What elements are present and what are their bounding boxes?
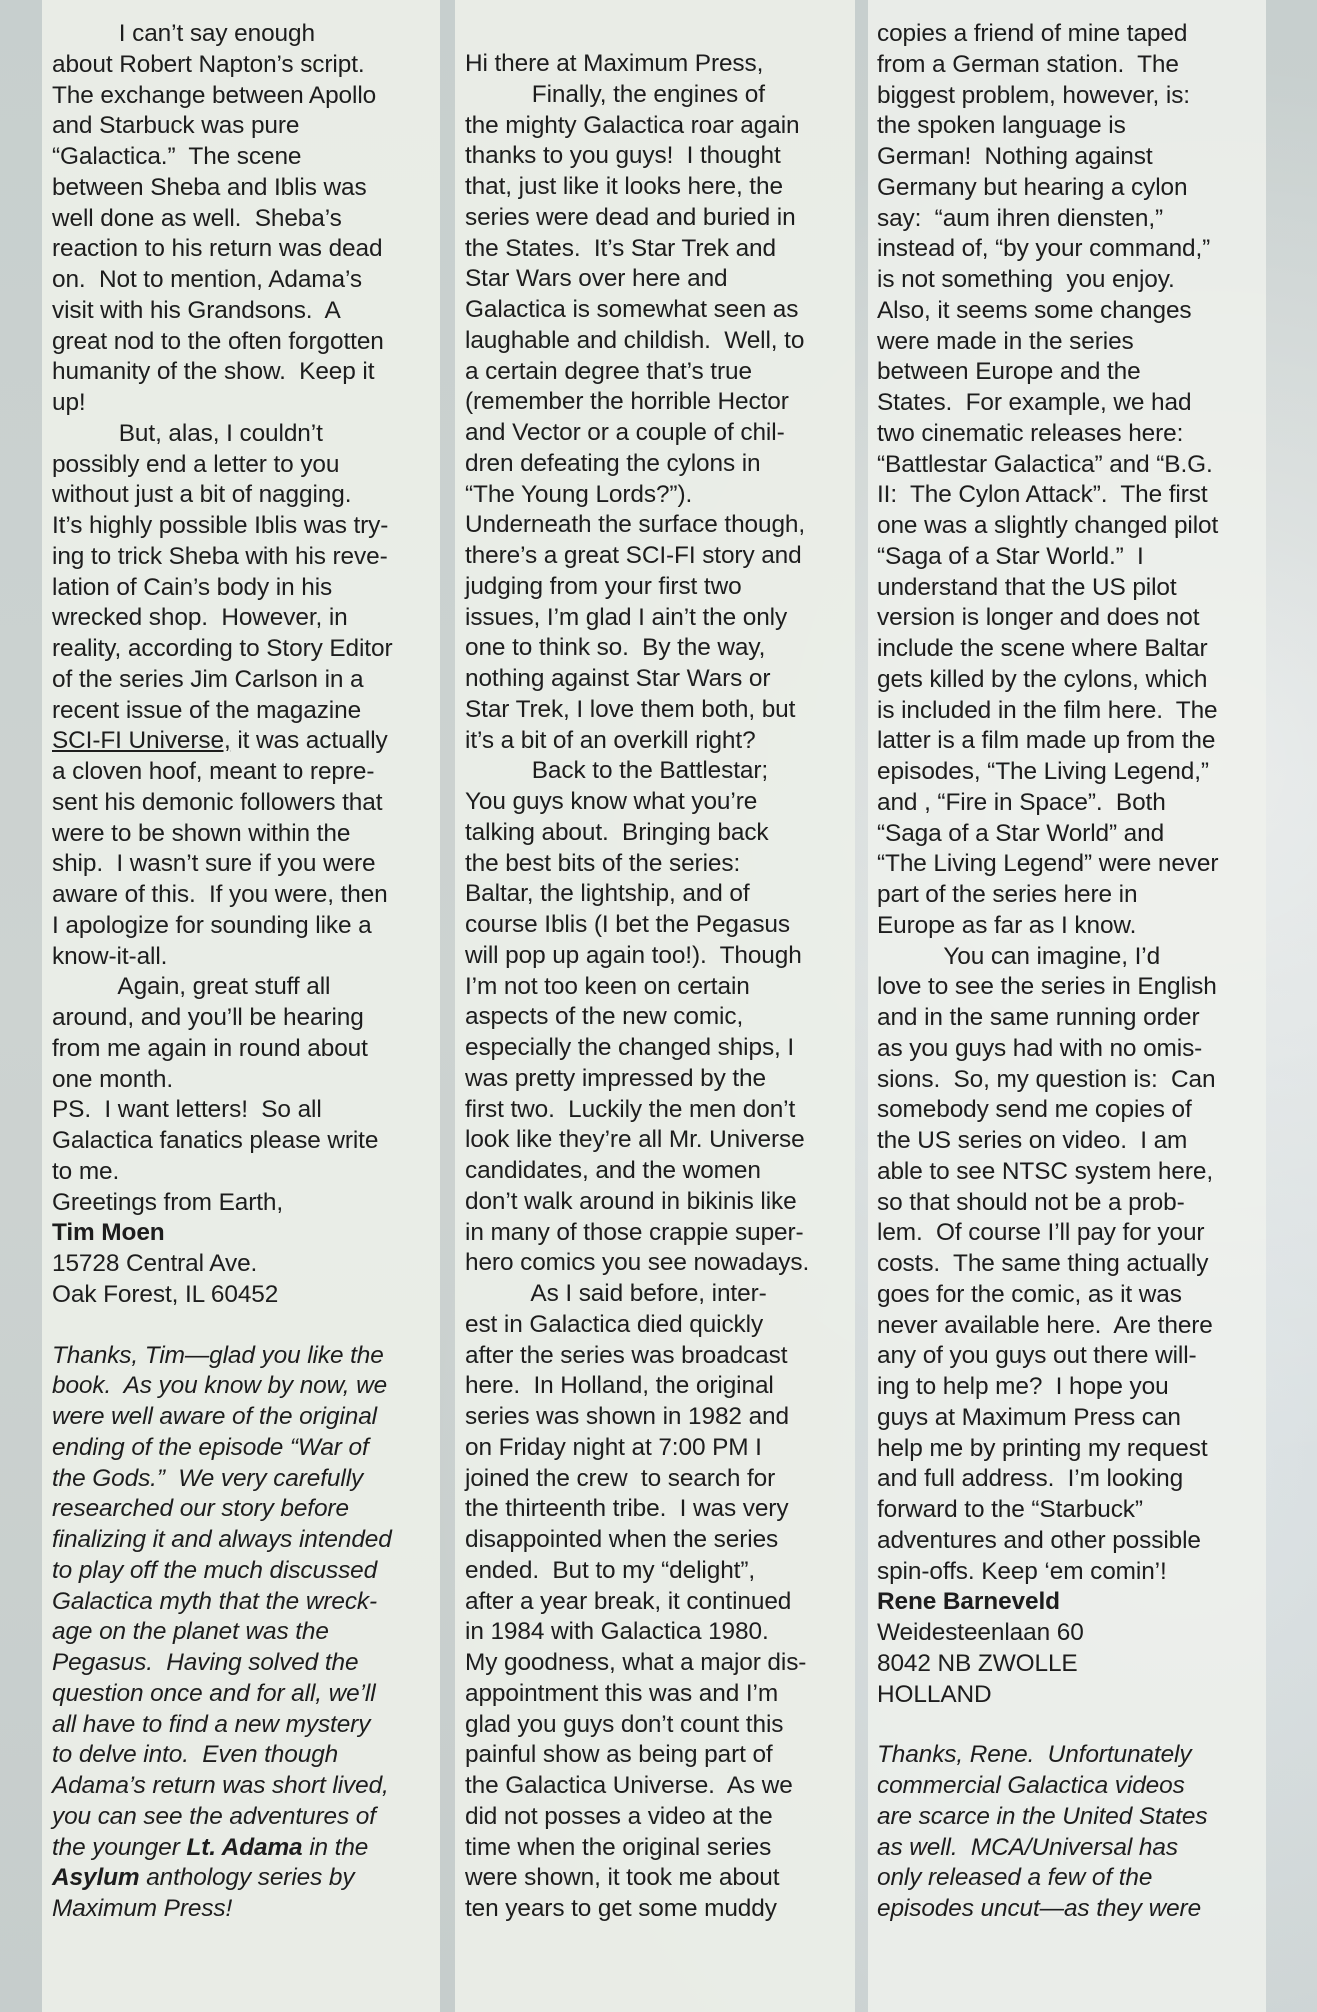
editor-reply-line: are scarce in the United States [877,1802,1208,1830]
text-line: from a German station. The [877,50,1179,78]
text-line: did not posses a video at the [465,1802,773,1830]
text-line: include the scene where Baltar [877,635,1208,662]
text-line: Star Wars over here and [465,265,728,293]
text-line: My goodness, what a major dis- [465,1649,807,1676]
text-line: You guys know what you’re [465,788,758,815]
text-line: ended. But to my “delight”, [465,1556,756,1584]
text-fragment: it was actually [230,727,388,755]
text-line: lation of Cain’s body in his [52,573,333,601]
editor-reply-line: question once and for all, we’ll [52,1679,376,1707]
text-line: and , “Fire in Space”. Both [877,788,1166,816]
text-line: love to see the series in English [877,973,1217,1001]
text-line: goes for the comic, as it was [877,1280,1182,1308]
text-line: without just a bit of nagging. [52,481,352,509]
text-line: here. In Holland, the original [465,1372,774,1400]
text-line: humanity of the show. Keep it [52,358,375,386]
text-line: guys at Maximum Press can [877,1403,1181,1431]
text-line: I’m not too keen on certain [465,972,750,1000]
text-line: never available here. Are there [877,1311,1213,1339]
text-line: wrecked shop. However, in [52,604,348,632]
text-line: the mighty Galactica roar again [465,111,800,139]
emphasized-title: Asylum [52,1864,140,1892]
text-line: will pop up again too!). Though [465,941,802,969]
text-line: But, alas, I couldn’t [52,419,323,447]
text-line: episodes, “The Living Legend,” [877,758,1209,785]
text-line: able to see NTSC system here, [877,1157,1213,1185]
text-line: spin-offs. Keep ‘em comin’! [877,1557,1167,1585]
text-line: after the series was broadcast [465,1341,788,1369]
paragraph-gap [52,1311,392,1341]
column-2-text [465,19,809,1925]
text-line: Hi there at Maximum Press, [465,50,764,77]
text-line: latter is a film made up from the [877,727,1216,755]
text-line: glad you guys don’t count this [465,1710,784,1738]
text-line: was pretty impressed by the [465,1064,766,1092]
text-line: “Battlestar Galactica” and “B.G. [877,450,1213,478]
text-line: (remember the horrible Hector [465,388,789,416]
text-line: States. For example, we had [877,389,1192,416]
editor-reply-line: ending of the episode “War of [52,1433,369,1461]
editor-reply-line [52,1863,392,1894]
editor-reply-line: you can see the adventures of [52,1802,376,1830]
text-line: so that should not be a prob- [877,1188,1185,1216]
text-line: the spoken language is [877,112,1126,140]
text-line: it’s a bit of an overkill right? [465,726,756,754]
text-line: est in Galactica died quickly [465,1310,764,1338]
text-line: laughable and childish. Well, to [465,326,805,354]
text-line: Star Trek, I love them both, but [465,695,796,723]
editor-reply-line: Galactica myth that the wreck- [52,1587,378,1615]
text-line: painful show as being part of [465,1741,773,1769]
text-line: great nod to the often forgotten [52,327,384,355]
text-line: course Iblis (I bet the Pegasus [465,911,790,938]
text-line: costs. The same thing actually [877,1250,1209,1277]
editor-reply-line: the Gods.” We very carefully [52,1464,364,1492]
text-line: joined the crew to search for [465,1464,776,1492]
editor-reply-line [52,1833,392,1864]
text-line: lem. Of course I’ll pay for your [877,1219,1205,1247]
text-line: were to be shown within the [52,819,351,847]
text-line: around, and you’ll be hearing [52,1004,364,1031]
magazine-title: SCI-FI Universe, [52,727,231,755]
editor-reply-line: episodes uncut—as they were [877,1895,1202,1922]
text-line: up! [52,389,86,416]
text-line: version is longer and does not [877,604,1200,632]
text-line: the US series on video. I am [877,1127,1188,1154]
text-line: Greetings from Earth, [52,1188,284,1216]
text-line: one was a slightly changed pilot [877,512,1219,539]
text-line: Oak Forest, IL 60452 [52,1280,279,1308]
text-line: forward to the “Starbuck” [877,1496,1143,1523]
text-line: series was shown in 1982 and [465,1403,789,1430]
text-line: II: The Cylon Attack”. The first [877,481,1208,509]
text-line: Galactica fanatics please write [52,1127,379,1154]
text-line: As I said before, inter- [465,1280,767,1307]
editor-reply-line: to delve into. Even though [52,1741,339,1769]
text-fragment: in the [302,1833,369,1861]
text-line: HOLLAND [877,1680,992,1708]
text-line: Galactica is somewhat seen as [465,296,799,323]
text-line: help me by printing my request [877,1434,1208,1462]
editor-reply-line: only released a few of the [877,1864,1153,1892]
text-line: talking about. Bringing back [465,818,769,846]
text-line: well done as well. Sheba’s [52,204,342,232]
text-line: the thirteenth tribe. I was very [465,1495,789,1523]
editor-reply-line: Maximum Press! [52,1895,233,1922]
text-line: Weidesteenlaan 60 [877,1619,1084,1646]
text-line: ing to help me? I hope you [877,1373,1169,1400]
text-line: “The Young Lords?”). [465,480,693,508]
text-line: It’s highly possible Iblis was try- [52,512,389,539]
text-line [52,726,392,757]
text-line: on Friday night at 7:00 PM I [465,1433,762,1461]
text-fragment: the younger [52,1833,187,1861]
text-line: between Sheba and Iblis was [52,173,367,201]
text-line: is not something you enjoy. [877,266,1175,293]
editor-reply-line: as well. MCA/Universal has [877,1833,1178,1861]
text-line: issues, I’m glad I ain’t the only [465,603,788,631]
text-line: possibly end a letter to you [52,450,340,478]
text-line: I can’t say enough [52,20,315,47]
text-line: look like they’re all Mr. Universe [465,1126,805,1154]
text-line: ten years to get some muddy [465,1895,777,1922]
text-line: the best bits of the series: [465,849,741,877]
text-line: first two. Luckily the men don’t [465,1095,796,1123]
text-line: Europe as far as I know. [877,911,1137,939]
text-line: any of you guys out there will- [877,1342,1197,1370]
text-line: that, just like it looks here, the [465,173,783,200]
text-line: Also, it seems some changes [877,296,1192,324]
text-line: between Europe and the [877,358,1141,386]
text-line: one month. [52,1065,174,1093]
text-line: recent issue of the magazine [52,696,362,724]
text-line: and Starbuck was pure [52,112,300,140]
text-line: is included in the film here. The [877,696,1218,724]
text-line: a certain degree that’s true [465,357,752,385]
text-line: two cinematic releases here: [877,419,1184,447]
editor-reply-line: finalizing it and always intended [52,1526,392,1553]
editor-reply-line: researched our story before [52,1495,349,1523]
editor-reply-line: Adama’s return was short lived, [52,1772,389,1799]
text-line: on. Not to mention, Adama’s [52,266,362,293]
text-line: the Galactica Universe. As we [465,1772,793,1799]
editor-reply-line: Thanks, Rene. Unfortunately [877,1741,1192,1769]
text-line: “Galactica.” The scene [52,143,302,170]
text-line: “The Living Legend” were never [877,850,1219,878]
text-line: disappointed when the series [465,1526,779,1553]
text-line: especially the changed ships, I [465,1034,795,1061]
text-line: PS. I want letters! So all [52,1096,322,1124]
text-line: and full address. I’m looking [877,1465,1184,1493]
editor-reply-line: age on the planet was the [52,1618,329,1646]
text-line: thanks to you guys! I thought [465,142,781,170]
text-line: and Vector or a couple of chil- [465,419,785,446]
letter-signature: Tim Moen [52,1219,165,1247]
text-line: judging from your first two [465,572,742,600]
text-line: from me again in round about [52,1034,368,1062]
text-line: Baltar, the lightship, and of [465,880,750,908]
emphasized-title: Lt. Adama [186,1833,303,1861]
text-line: sent his demonic followers that [52,788,383,816]
text-line: were made in the series [877,327,1134,355]
text-line: about Robert Napton’s script. [52,50,365,78]
text-line: You can imagine, I’d [877,942,1161,970]
text-line: don’t walk around in bikinis like [465,1187,797,1215]
text-line: part of the series here in [877,881,1138,908]
paragraph-gap [877,1710,1218,1740]
column-1-text [52,19,392,1925]
editor-reply-line: all have to find a new mystery [52,1710,371,1738]
editor-reply-line: commercial Galactica videos [877,1772,1185,1799]
text-line: time when the original series [465,1833,772,1861]
text-line: and in the same running order [877,1004,1200,1031]
text-line: “Saga of a Star World.” I [877,542,1144,570]
text-line: hero comics you see nowadays. [465,1249,810,1277]
text-line: in many of those crappie super- [465,1218,804,1246]
text-line: in 1984 with Galactica 1980. [465,1618,769,1646]
text-line: series were dead and buried in [465,203,796,231]
text-line: the States. It’s Star Trek and [465,234,776,262]
text-line: dren defeating the cylons in [465,449,761,477]
text-line: reaction to his return was dead [52,235,383,263]
text-line: candidates, and the women [465,1157,761,1184]
text-line: copies a friend of mine taped [877,20,1188,47]
text-line: visit with his Grandsons. A [52,296,341,324]
paragraph-gap [465,19,809,49]
text-line: to me. [52,1157,120,1185]
text-line: sions. So, my question is: Can [877,1065,1216,1093]
text-line: understand that the US pilot [877,573,1177,601]
text-line: of the series Jim Carlson in a [52,665,364,693]
text-line: aspects of the new comic, [465,1003,744,1031]
text-line: 8042 NB ZWOLLE [877,1649,1078,1677]
text-line: biggest problem, however, is: [877,81,1190,109]
text-line: there’s a great SCI-FI story and [465,542,802,569]
text-line: instead of, “by your command,” [877,235,1211,263]
column-3-text [877,19,1218,1925]
text-line: adventures and other possible [877,1526,1201,1554]
text-line: a cloven hoof, meant to repre- [52,758,375,785]
text-line: “Saga of a Star World” and [877,819,1165,847]
text-line: ing to trick Sheba with his reve- [52,542,388,570]
text-line: as you guys had with no omis- [877,1034,1203,1062]
text-fragment: anthology series by [139,1864,355,1892]
text-line: I apologize for sounding like a [52,911,372,939]
text-line: know-it-all. [52,942,168,970]
text-line: The exchange between Apollo [52,81,377,109]
text-line: gets killed by the cylons, which [877,665,1208,693]
text-line: Underneath the surface though, [465,511,806,539]
editor-reply-line: book. As you know by now, we [52,1372,388,1400]
text-line: Finally, the engines of [465,80,765,108]
text-line: Germany but hearing a cylon [877,173,1188,201]
editor-reply-line: were well aware of the original [52,1403,377,1430]
text-line: somebody send me copies of [877,1096,1192,1124]
text-line: appointment this was and I’m [465,1679,779,1707]
text-line: German! Nothing against [877,143,1153,170]
text-line: 15728 Central Ave. [52,1250,258,1277]
letter-signature: Rene Barneveld [877,1588,1060,1616]
text-line: after a year break, it continued [465,1587,792,1615]
text-line: Back to the Battlestar; [465,757,769,785]
text-line: were shown, it took me about [465,1864,780,1892]
text-line: nothing against Star Wars or [465,665,771,692]
editor-reply-line: Thanks, Tim—glad you like the [52,1341,384,1369]
text-line: say: “aum ihren diensten,” [877,204,1164,232]
text-line: one to think so. By the way, [465,634,766,662]
text-line: ship. I wasn’t sure if you were [52,850,376,878]
text-line: aware of this. If you were, then [52,881,388,908]
editor-reply-line: to play off the much discussed [52,1556,378,1584]
text-line: Again, great stuff all [52,973,331,1001]
text-line: reality, according to Story Editor [52,635,393,662]
editor-reply-line: Pegasus. Having solved the [52,1649,359,1676]
